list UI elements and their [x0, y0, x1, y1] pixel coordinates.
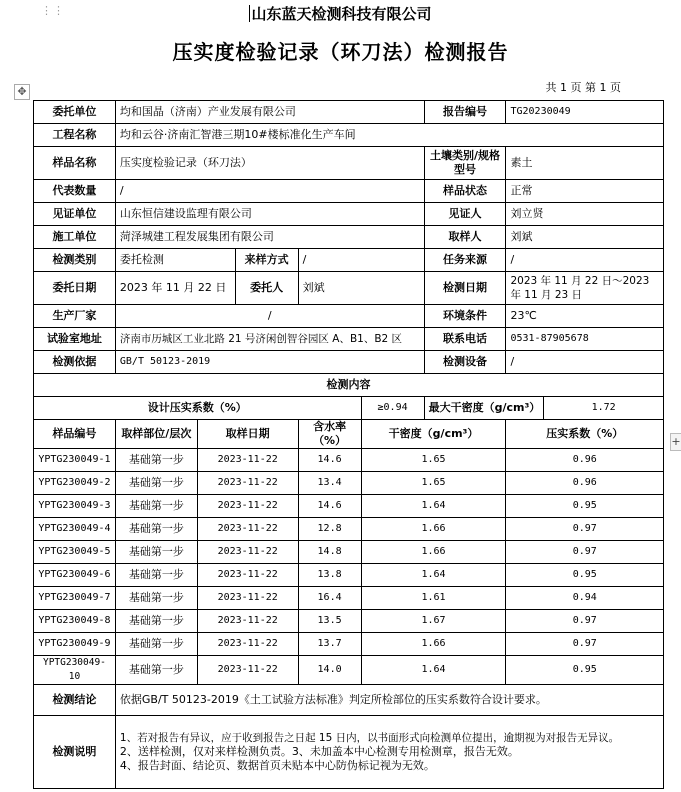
- moisture-cell: 12.8: [298, 518, 361, 541]
- table-row: [34, 541, 664, 564]
- moisture-cell: 14.6: [298, 495, 361, 518]
- notes-line-2: 2、送样检测，仅对来样检测负责。3、未加盖本中心检测专用检测章，报告无效。: [119, 745, 519, 758]
- sample-id-cell: YPTG230049-3: [34, 495, 116, 518]
- witness-unit-value: 山东恒信建设监理有限公司: [115, 203, 424, 226]
- sampling-method-value: /: [298, 249, 424, 272]
- date-cell: 2023-11-22: [197, 656, 298, 685]
- soil-type-label: 土壤类别/规格型号: [424, 147, 506, 180]
- moisture-cell: 14.8: [298, 541, 361, 564]
- conclusion-text: 依据GB/T 50123-2019《土工试验方法标准》判定所检部位的压实系数符合设计要求。: [115, 685, 663, 716]
- row-design: [34, 397, 664, 420]
- date-cell: 2023-11-22: [197, 610, 298, 633]
- company-name: [0, 4, 681, 24]
- compaction-cell: 0.97: [506, 541, 664, 564]
- date-cell: 2023-11-22: [197, 541, 298, 564]
- env-value: 23℃: [506, 305, 664, 328]
- compaction-cell: 0.95: [506, 564, 664, 587]
- manufacturer-label: 生产厂家: [34, 305, 116, 328]
- test-type-label: 检测类别: [34, 249, 116, 272]
- basis-value: GB/T 50123-2019: [115, 351, 424, 374]
- dry-density-cell: 1.64: [361, 495, 506, 518]
- table-row: [34, 495, 664, 518]
- row-rep-qty: [34, 180, 664, 203]
- sampler-label: 取样人: [424, 226, 506, 249]
- plus-icon[interactable]: +: [670, 433, 681, 451]
- compaction-cell: 0.97: [506, 610, 664, 633]
- location-cell: 基础第一步: [115, 610, 197, 633]
- notes-text: [115, 716, 663, 789]
- row-construction: [34, 226, 664, 249]
- dry-density-cell: 1.65: [361, 449, 506, 472]
- sampling-method-label: 来样方式: [235, 249, 298, 272]
- row-dates: [34, 272, 664, 305]
- sample-id-cell: YPTG230049-10: [34, 656, 116, 685]
- table-row: [34, 610, 664, 633]
- test-type-value: 委托检测: [115, 249, 235, 272]
- location-cell: 基础第一步: [115, 656, 197, 685]
- sample-id-cell: YPTG230049-5: [34, 541, 116, 564]
- row-basis: [34, 351, 664, 374]
- row-client: [34, 101, 664, 124]
- notes-line-1: 1、若对报告有异议，应于收到报告之日起 15 日内，以书面形式向检测单位提出，逾期视为对报告无异议。: [119, 732, 620, 744]
- content-section-title: 检测内容: [34, 374, 664, 397]
- compaction-cell: 0.94: [506, 587, 664, 610]
- table-row: [34, 449, 664, 472]
- lab-address-label: 试验室地址: [34, 328, 116, 351]
- equipment-label: 检测设备: [424, 351, 506, 374]
- row-conclusion: [34, 685, 664, 716]
- table-row: [34, 564, 664, 587]
- row-test-type: [34, 249, 664, 272]
- moisture-cell: 16.4: [298, 587, 361, 610]
- moisture-cell: 14.6: [298, 449, 361, 472]
- moisture-cell: 14.0: [298, 656, 361, 685]
- rep-qty-label: 代表数量: [34, 180, 116, 203]
- max-density-label: 最大干密度（g/cm³）: [424, 397, 544, 420]
- date-cell: 2023-11-22: [197, 564, 298, 587]
- phone-value: 0531-87905678: [506, 328, 664, 351]
- sample-id-cell: YPTG230049-9: [34, 633, 116, 656]
- compaction-cell: 0.95: [506, 656, 664, 685]
- column-header: 取样日期: [197, 420, 298, 449]
- row-manufacturer: [34, 305, 664, 328]
- notes-label: 检测说明: [34, 716, 116, 789]
- row-lab-address: [34, 328, 664, 351]
- move-handle-icon[interactable]: ✥: [14, 84, 30, 100]
- page-info: 共 1 页 第 1 页: [545, 81, 621, 94]
- column-header: 压实系数（%）: [506, 420, 664, 449]
- test-date-value: 2023 年 11 月 22 日～2023 年 11 月 23 日: [506, 272, 664, 305]
- location-cell: 基础第一步: [115, 449, 197, 472]
- entrust-date-label: 委托日期: [34, 272, 116, 305]
- location-cell: 基础第一步: [115, 633, 197, 656]
- sample-id-cell: YPTG230049-4: [34, 518, 116, 541]
- report-table: [33, 100, 664, 789]
- design-label: 设计压实系数（%）: [34, 397, 362, 420]
- dry-density-cell: 1.64: [361, 564, 506, 587]
- compaction-cell: 0.96: [506, 449, 664, 472]
- phone-label: 联系电话: [424, 328, 506, 351]
- row-witness: [34, 203, 664, 226]
- construction-value: 菏泽城建工程发展集团有限公司: [115, 226, 424, 249]
- client-value: 均和国晶（济南）产业发展有限公司: [115, 101, 424, 124]
- rep-qty-value: /: [115, 180, 424, 203]
- project-value: 均和云谷·济南汇智港三期10#楼标准化生产车间: [115, 124, 663, 147]
- report-no-value: TG20230049: [506, 101, 664, 124]
- project-label: 工程名称: [34, 124, 116, 147]
- sample-id-cell: YPTG230049-7: [34, 587, 116, 610]
- sample-id-cell: YPTG230049-2: [34, 472, 116, 495]
- task-source-label: 任务来源: [424, 249, 506, 272]
- dry-density-cell: 1.64: [361, 656, 506, 685]
- compaction-cell: 0.95: [506, 495, 664, 518]
- table-row: [34, 656, 664, 685]
- notes-line-3: 4、报告封面、结论页、数据首页未贴本中心防伪标记视为无效。: [119, 759, 435, 772]
- date-cell: 2023-11-22: [197, 472, 298, 495]
- conclusion-label: 检测结论: [34, 685, 116, 716]
- sample-id-cell: YPTG230049-6: [34, 564, 116, 587]
- drag-dots-icon[interactable]: ⋮⋮: [41, 4, 65, 17]
- company-name-text: 山东蓝天检测科技有限公司: [251, 5, 432, 23]
- location-cell: 基础第一步: [115, 541, 197, 564]
- design-value: ≥0.94: [361, 397, 424, 420]
- table-row: [34, 633, 664, 656]
- location-cell: 基础第一步: [115, 495, 197, 518]
- dry-density-cell: 1.67: [361, 610, 506, 633]
- location-cell: 基础第一步: [115, 518, 197, 541]
- soil-type-value: 素土: [506, 147, 664, 180]
- sample-id-cell: YPTG230049-8: [34, 610, 116, 633]
- entrust-date-value: 2023 年 11 月 22 日: [115, 272, 235, 305]
- column-header: 含水率（%）: [298, 420, 361, 449]
- row-sample-name: [34, 147, 664, 180]
- dry-density-cell: 1.66: [361, 541, 506, 564]
- manufacturer-value: /: [115, 305, 424, 328]
- sample-name-label: 样品名称: [34, 147, 116, 180]
- location-cell: 基础第一步: [115, 564, 197, 587]
- entrust-person-label: 委托人: [235, 272, 298, 305]
- column-header: 取样部位/层次: [115, 420, 197, 449]
- dry-density-cell: 1.65: [361, 472, 506, 495]
- basis-label: 检测依据: [34, 351, 116, 374]
- column-header: 样品编号: [34, 420, 116, 449]
- dry-density-cell: 1.61: [361, 587, 506, 610]
- row-columns: [34, 420, 664, 449]
- row-section-title: [34, 374, 664, 397]
- column-header: 干密度（g/cm³）: [361, 420, 506, 449]
- moisture-cell: 13.8: [298, 564, 361, 587]
- dry-density-cell: 1.66: [361, 518, 506, 541]
- date-cell: 2023-11-22: [197, 633, 298, 656]
- max-density-value: 1.72: [544, 397, 664, 420]
- compaction-cell: 0.97: [506, 518, 664, 541]
- env-label: 环境条件: [424, 305, 506, 328]
- date-cell: 2023-11-22: [197, 518, 298, 541]
- date-cell: 2023-11-22: [197, 449, 298, 472]
- moisture-cell: 13.5: [298, 610, 361, 633]
- row-project: [34, 124, 664, 147]
- client-label: 委托单位: [34, 101, 116, 124]
- sample-id-cell: YPTG230049-1: [34, 449, 116, 472]
- entrust-person-value: 刘斌: [298, 272, 424, 305]
- date-cell: 2023-11-22: [197, 495, 298, 518]
- equipment-value: /: [506, 351, 664, 374]
- date-cell: 2023-11-22: [197, 587, 298, 610]
- report-title: 压实度检验记录（环刀法）检测报告: [172, 40, 509, 64]
- sample-state-label: 样品状态: [424, 180, 506, 203]
- sampler-value: 刘斌: [506, 226, 664, 249]
- location-cell: 基础第一步: [115, 472, 197, 495]
- location-cell: 基础第一步: [115, 587, 197, 610]
- sample-name-value: 压实度检验记录（环刀法）: [115, 147, 424, 180]
- witness-unit-label: 见证单位: [34, 203, 116, 226]
- compaction-cell: 0.96: [506, 472, 664, 495]
- row-notes: [34, 716, 664, 789]
- lab-address-value: 济南市历城区工业北路 21 号济闲创智谷园区 A、B1、B2 区: [115, 328, 424, 351]
- construction-label: 施工单位: [34, 226, 116, 249]
- witness-value: 刘立贤: [506, 203, 664, 226]
- moisture-cell: 13.7: [298, 633, 361, 656]
- moisture-cell: 13.4: [298, 472, 361, 495]
- witness-label: 见证人: [424, 203, 506, 226]
- table-row: [34, 587, 664, 610]
- task-source-value: /: [506, 249, 664, 272]
- report-no-label: 报告编号: [424, 101, 506, 124]
- compaction-cell: 0.97: [506, 633, 664, 656]
- table-row: [34, 472, 664, 495]
- dry-density-cell: 1.66: [361, 633, 506, 656]
- table-row: [34, 518, 664, 541]
- test-date-label: 检测日期: [424, 272, 506, 305]
- sample-state-value: 正常: [506, 180, 664, 203]
